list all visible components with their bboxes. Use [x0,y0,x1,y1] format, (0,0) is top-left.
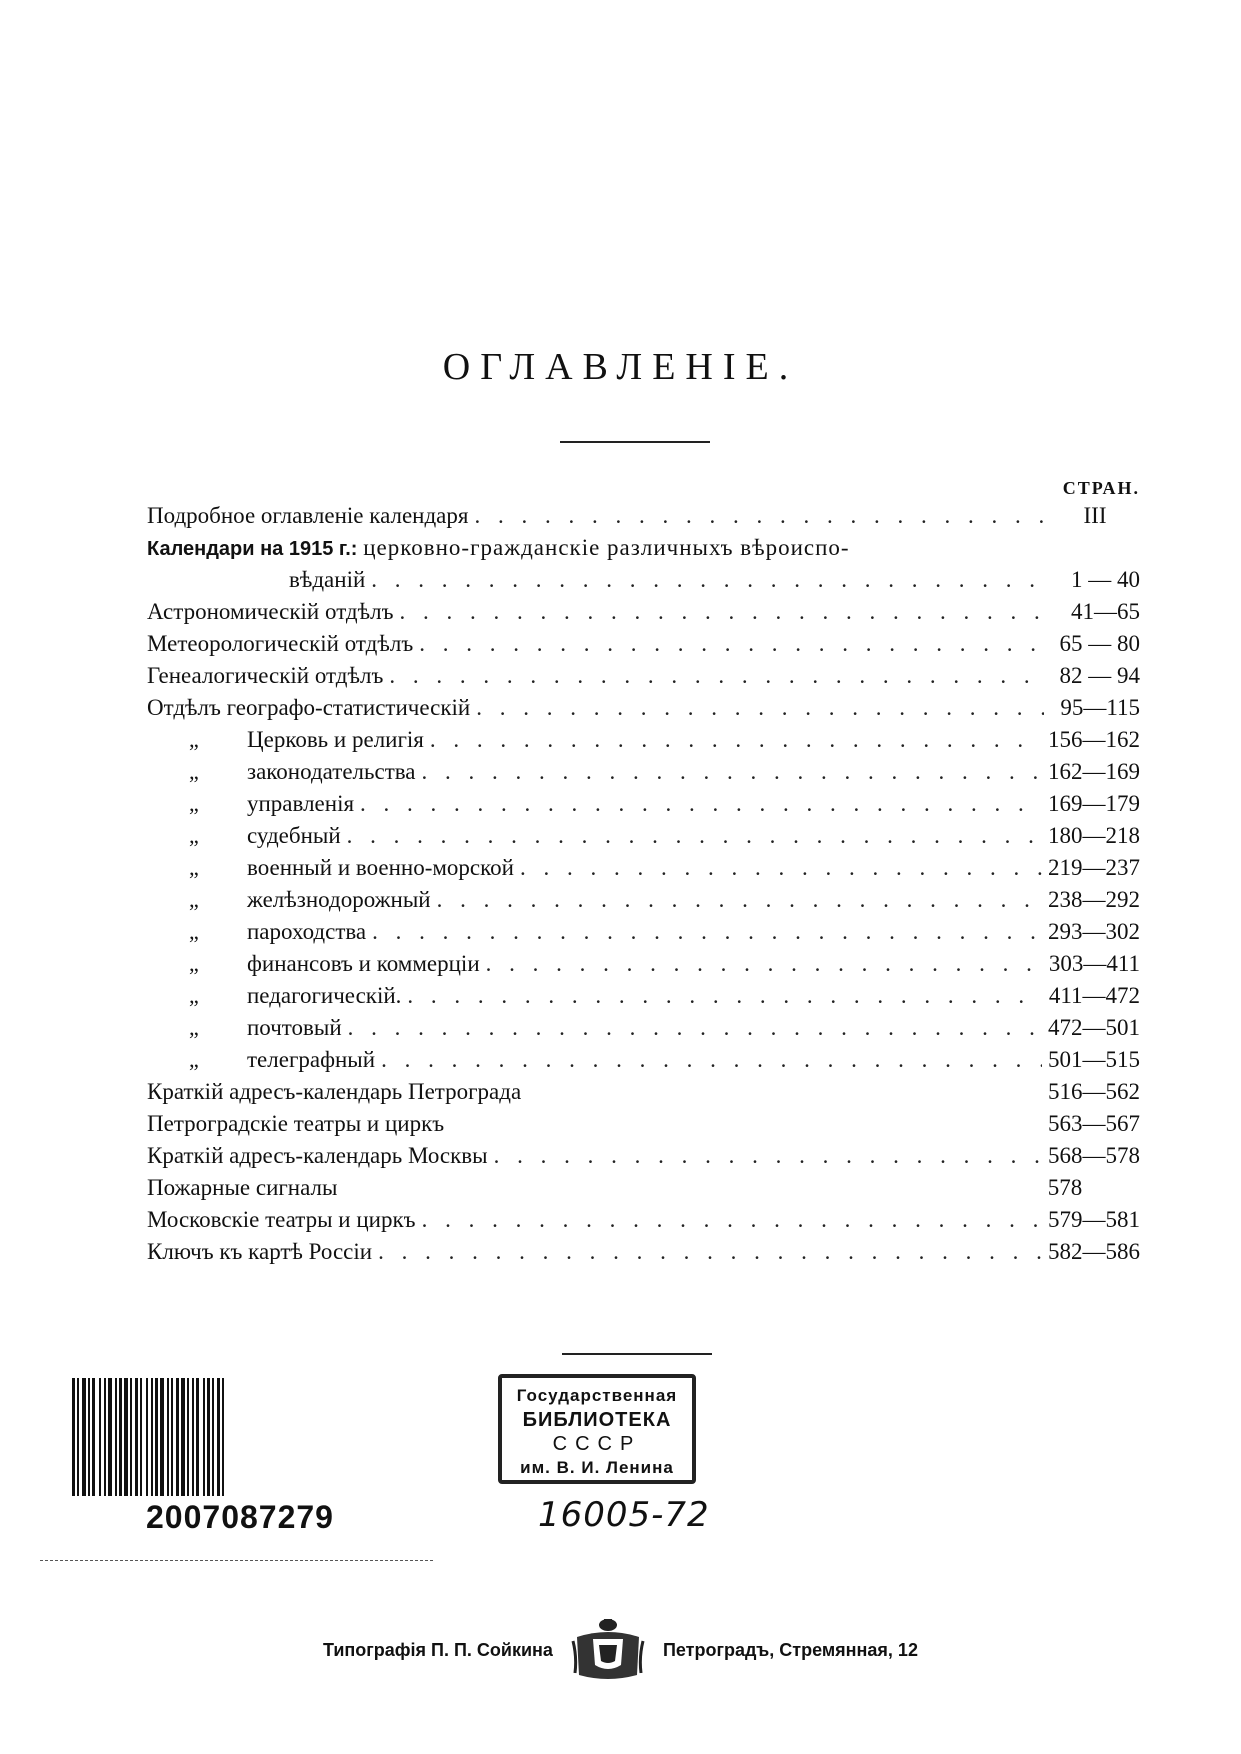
leader-dots [422,1204,1042,1236]
toc-subentry-label: управленія [247,791,355,816]
toc-subentry-page: 293—302 [1048,919,1140,944]
toc-subentry-label: педагогическій. [247,983,402,1008]
toc-subentry-page: 156—162 [1048,727,1140,752]
toc-entry[interactable] [147,1076,1140,1108]
toc-entry[interactable] [147,1140,1140,1172]
leader-dots [520,852,1042,884]
leader-dots [347,820,1042,852]
toc-entry-page: 563—567 [1048,1111,1140,1136]
toc-subentry-label: судебный [247,823,341,848]
toc-subentry-label: пароходства [247,919,367,944]
toc-subentry-page: 303—411 [1048,951,1140,976]
toc-entry[interactable] [147,628,1140,660]
toc-entry-page: 568—578 [1048,1143,1140,1168]
ditto-mark: „ [189,759,199,784]
leader-dots [378,1236,1042,1268]
toc-entry-label: Краткій адресъ-календарь Москвы [147,1143,488,1168]
toc-subentry[interactable] [147,884,1140,916]
library-stamp [498,1374,696,1484]
page-column-header: СТРАН. [1062,478,1140,498]
toc-entry-label: Московскіе театры и циркъ [147,1207,416,1232]
imprint-right: Петроградъ, Стремянная, 12 [662,1639,918,1660]
page-title: ОГЛАВЛЕНІЕ. [442,346,799,388]
toc-entry-label: Петроградскіе театры и циркъ [147,1111,445,1136]
toc-entry[interactable] [147,596,1140,628]
ditto-mark: „ [189,1015,199,1040]
barcode-icon [72,1378,404,1496]
toc-entry-label: вѣданій [289,567,366,592]
toc-entry-page: 582—586 [1048,1239,1140,1264]
toc-subentry-page: 180—218 [1048,823,1140,848]
toc-subentry-label: финансовъ и коммерціи [247,951,480,976]
toc-entry-page: 65 — 80 [1059,631,1140,656]
toc-entry-page: 579—581 [1048,1207,1140,1232]
ditto-mark: „ [189,919,199,944]
stamp-line: СССР [552,1433,642,1455]
toc-entry-label: Отдѣлъ географо-статистическій [147,695,471,720]
leader-dots [476,692,1044,724]
toc-entry-label: Генеалогическій отдѣлъ [147,663,384,688]
leader-dots [381,1044,1042,1076]
toc-entry-label: Ключъ къ картѣ Россіи [147,1239,373,1264]
toc-subentry[interactable] [147,916,1140,948]
toc-subentry-page: 169—179 [1048,791,1140,816]
toc-entry-page: III [1083,503,1107,528]
toc-subentry[interactable] [147,820,1140,852]
title-rule [560,441,710,443]
leader-dots [407,980,1042,1012]
stamp-line: им. В. И. Ленина [520,1458,674,1477]
imprint-left: Типографія П. П. Сойкина [323,1639,553,1660]
toc-subentry[interactable] [147,1044,1140,1076]
toc-entry-page: 41—65 [1071,599,1140,624]
toc-subentry[interactable] [147,980,1140,1012]
leader-dots [348,1012,1042,1044]
ditto-mark: „ [189,791,199,816]
toc-entry-label: Метеорологическій отдѣлъ [147,631,414,656]
toc-entry-bold-label: Календари на 1915 г.: [147,538,358,560]
leader-dots [360,788,1042,820]
stamp-line: БИБЛИОТЕКА [522,1409,672,1431]
toc-entry-label-rest: церковно-гражданскіе различныхъ вѣроиспо- [363,535,850,560]
divider [40,1560,433,1561]
ditto-mark: „ [189,983,199,1008]
toc-subentry[interactable] [147,1012,1140,1044]
toc-entry[interactable] [147,1108,1140,1140]
toc-entry-continuation[interactable] [147,564,1140,596]
leader-dots [371,564,1044,596]
coat-of-arms-icon [571,1617,645,1683]
toc-entry[interactable] [147,1236,1140,1268]
toc-entry-label [147,532,850,565]
toc-subentry-label: Церковь и религія [247,727,424,752]
toc-entry[interactable] [147,500,1140,532]
leader-dots [430,724,1042,756]
leader-dots [419,628,1044,660]
toc-entry-page: 516—562 [1048,1079,1140,1104]
toc-subentry[interactable] [147,756,1140,788]
leader-dots [389,660,1044,692]
toc-subentry[interactable] [147,724,1140,756]
toc-subentry-label: телеграфный [247,1047,376,1072]
table-of-contents [147,500,1140,1268]
ditto-mark: „ [189,951,199,976]
toc-entry-label: Пожарные сигналы [147,1175,338,1200]
toc-subentry-page: 411—472 [1048,983,1140,1008]
leader-dots [486,948,1043,980]
leader-dots [474,500,1044,532]
toc-entry[interactable] [147,660,1140,692]
toc-subentry-label: законодательства [247,759,416,784]
toc-entry-page: 578 [1047,1175,1083,1200]
toc-entry-page: 82 — 94 [1059,663,1140,688]
printer-imprint [0,1615,1241,1685]
leader-dots [400,596,1045,628]
leader-dots [437,884,1042,916]
toc-subentry-page: 238—292 [1048,887,1140,912]
toc-entry[interactable] [147,1204,1140,1236]
toc-subentry-label: почтовый [247,1015,342,1040]
leader-dots [494,1140,1042,1172]
leader-dots [422,756,1042,788]
toc-subentry-label: желѣзнодорожный [247,887,431,912]
toc-entry-page: 95—115 [1060,695,1140,720]
toc-entry[interactable] [147,532,1140,564]
toc-subentry-page: 501—515 [1048,1047,1140,1072]
barcode-number: 2007087279 [146,1499,334,1535]
bottom-rule [562,1353,712,1355]
toc-subentry-page: 472—501 [1048,1015,1140,1040]
ditto-mark: „ [189,1047,199,1072]
toc-subentry[interactable] [147,948,1140,980]
toc-subentry-page: 162—169 [1048,759,1140,784]
toc-entry-label: Краткій адресъ-календарь Петрограда [147,1079,522,1104]
toc-subentry-label: военный и военно-морской [247,855,514,880]
ditto-mark: „ [189,855,199,880]
ditto-mark: „ [189,727,199,752]
toc-entry-page: 1 — 40 [1071,567,1140,592]
handwritten-inventory-number: 16005-72 [538,1495,710,1535]
stamp-line: Государственная [516,1386,678,1405]
toc-entry-label: Астрономическій отдѣлъ [147,599,394,624]
ditto-mark: „ [189,823,199,848]
toc-subentry-page: 219—237 [1048,855,1140,880]
leader-dots [372,916,1042,948]
toc-entry-label: Подробное оглавленіе календаря [147,503,469,528]
toc-entry[interactable] [147,692,1140,724]
toc-entry[interactable] [147,1172,1140,1204]
ditto-mark: „ [189,887,199,912]
toc-subentry[interactable] [147,852,1140,884]
toc-subentry[interactable] [147,788,1140,820]
